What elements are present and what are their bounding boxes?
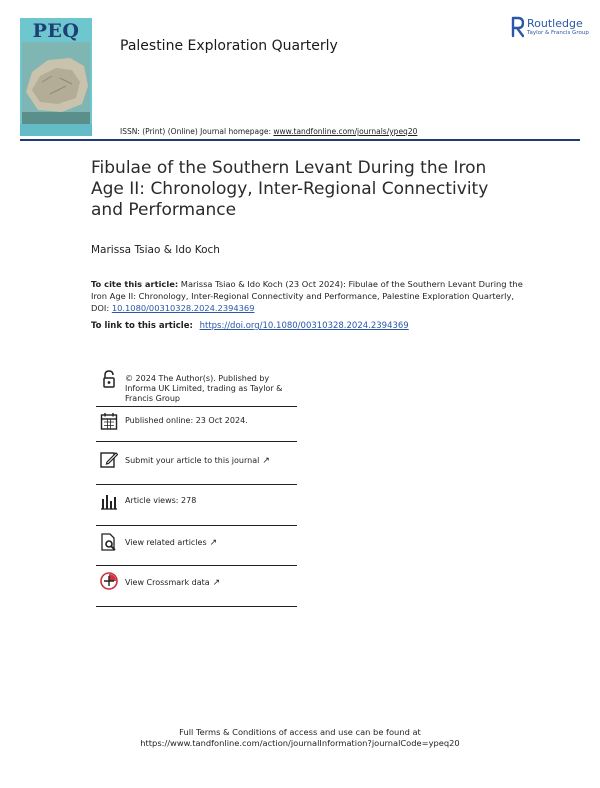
link-label: To link to this article: <box>91 321 193 331</box>
crossmark-icon <box>100 572 118 590</box>
submit-label: Submit your article to this journal <box>125 456 260 465</box>
related-articles-icon <box>100 533 118 551</box>
journal-title: Palestine Exploration Quarterly <box>120 38 338 54</box>
crossmark-row[interactable] <box>96 565 297 607</box>
citation-block <box>91 278 531 314</box>
external-link-icon: ↗ <box>262 456 270 466</box>
article-link-line <box>91 321 409 331</box>
terms-line: Full Terms & Conditions of access and use can be found at <box>179 727 421 737</box>
publisher-name: Routledge <box>527 17 583 30</box>
cover-stone-image <box>22 42 90 124</box>
published-date: Published online: 23 Oct 2024. <box>125 416 248 425</box>
related-row[interactable] <box>96 525 297 566</box>
issn-label: ISSN: (Print) (Online) Journal homepage: <box>120 127 272 136</box>
submit-article-link[interactable] <box>125 456 297 466</box>
issn-line <box>120 127 417 136</box>
cite-label: To cite this article: <box>91 279 179 289</box>
external-link-icon: ↗ <box>209 538 218 548</box>
views-row <box>96 484 297 526</box>
published-row <box>96 406 297 442</box>
journal-homepage-link[interactable]: www.tandfonline.com/journals/ypeq20 <box>273 127 418 136</box>
terms-url[interactable]: https://www.tandfonline.com/action/journalInformation?journalCode=ypeq20 <box>140 738 460 748</box>
article-views: Article views: 278 <box>125 496 197 505</box>
article-url-link[interactable]: https://doi.org/10.1080/00310328.2024.2394369 <box>199 321 409 331</box>
cover-journal-abbrev: PEQ <box>32 20 80 42</box>
article-authors: Marissa Tsiao & Ido Koch <box>91 244 220 256</box>
cover-footer-strip <box>20 124 92 136</box>
journal-cover <box>20 18 92 136</box>
open-access-icon <box>100 370 118 388</box>
crossmark-link[interactable] <box>125 578 297 588</box>
calendar-icon <box>100 412 118 430</box>
related-label: View related articles <box>125 538 207 547</box>
view-related-link[interactable] <box>125 538 297 548</box>
submit-row[interactable] <box>96 441 297 485</box>
cite-text: Marissa Tsiao & Ido Koch (23 Oct 2024): Fibulae of the Southern Levant During the Iron Age II: Chronology, Inter-Regional Connectivity and Performance, Palestine Exploration Quarterly, DOI: <box>91 279 523 313</box>
bar-chart-icon <box>100 492 118 510</box>
external-link-icon: ↗ <box>212 578 221 588</box>
edit-icon <box>100 450 118 468</box>
license-row <box>96 368 297 407</box>
license-text: © 2024 The Author(s). Published by Informa UK Limited, trading as Taylor & Francis Group <box>125 374 283 403</box>
header-divider <box>20 139 580 141</box>
doi-link[interactable]: 10.1080/00310328.2024.2394369 <box>111 303 255 313</box>
crossmark-label: View Crossmark data <box>125 578 210 587</box>
terms-footer <box>0 727 600 749</box>
routledge-logo-icon <box>511 16 524 38</box>
publisher-tagline: Taylor & Francis Group <box>527 30 589 36</box>
article-title: Fibulae of the Southern Levant During the Iron Age II: Chronology, Inter-Regional Connectivity and Performance <box>91 158 489 220</box>
